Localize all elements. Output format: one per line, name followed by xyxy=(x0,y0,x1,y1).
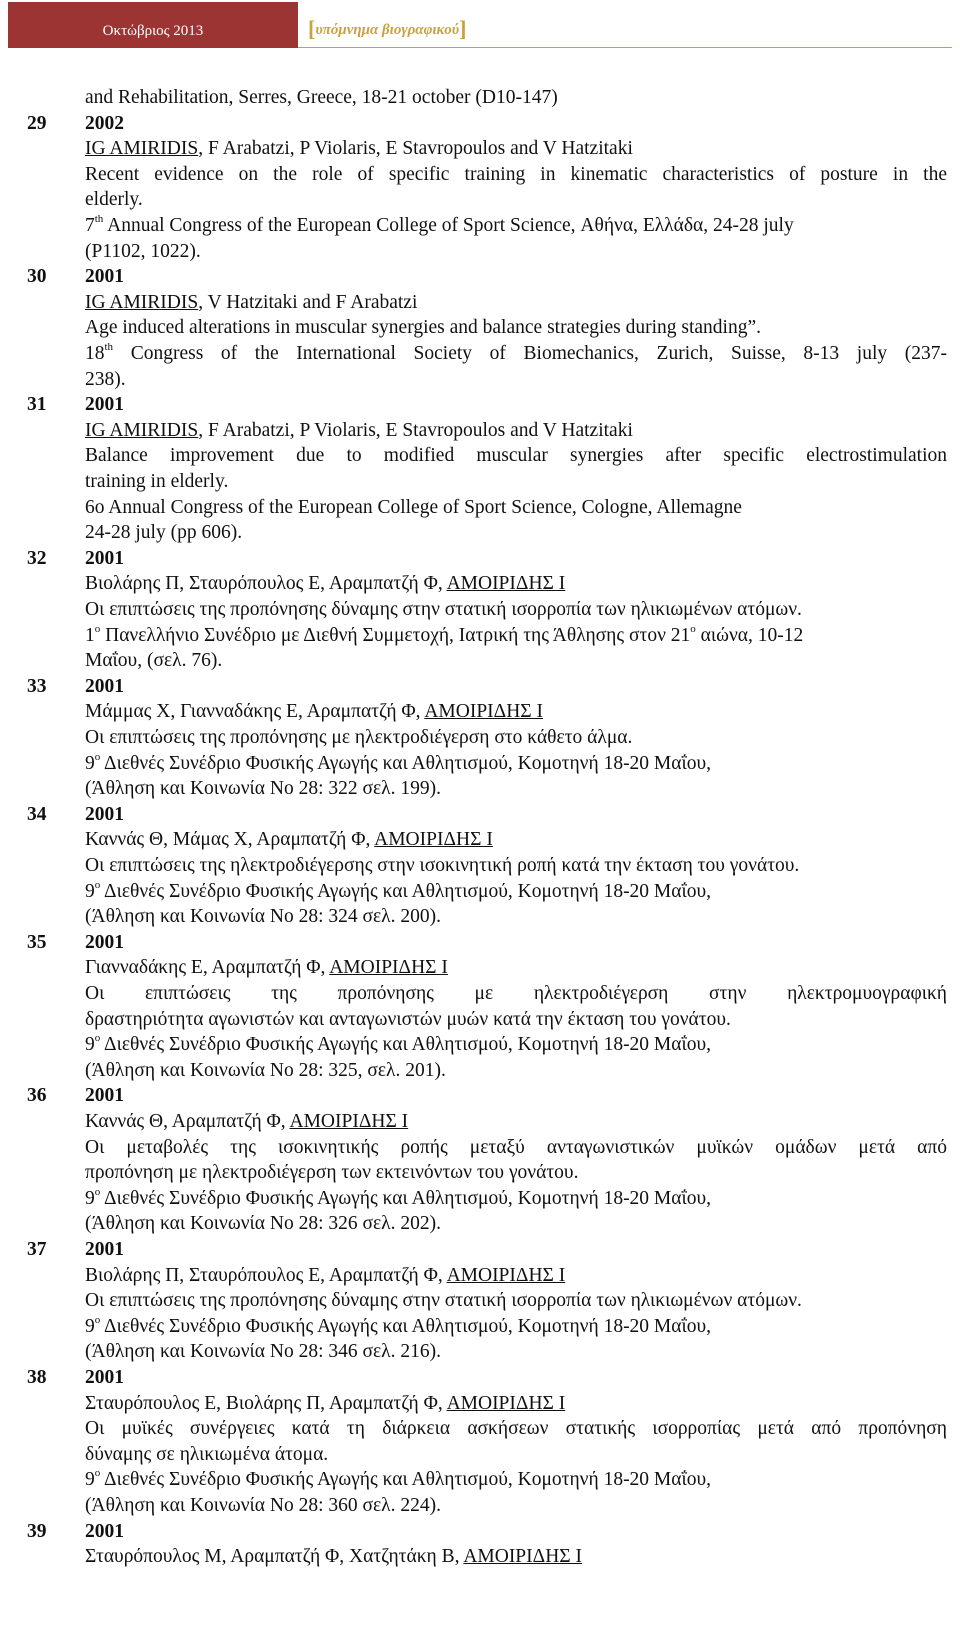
venue-text: αιώνα, 10-12 xyxy=(695,624,804,646)
authors-main: ΑΜΟΙΡΙΔΗΣ Ι xyxy=(446,1392,566,1414)
authors-main: ΑΜΟΙΡΙΔΗΣ Ι xyxy=(446,573,566,595)
entry-venue xyxy=(85,1314,711,1340)
entry-number: 32 xyxy=(27,547,47,569)
entry-year: 2001 xyxy=(85,547,124,569)
venue-superscript: ο xyxy=(94,1313,101,1326)
entry-venue-continued: (Άθληση και Κοινωνία Νο 28: 326 σελ. 202). xyxy=(85,1213,442,1235)
entry-venue xyxy=(85,1467,711,1493)
authors-coauthors: Καννάς Θ, Αραμπατζή Φ, xyxy=(85,1111,290,1132)
venue-superscript: ο xyxy=(94,1467,101,1480)
authors-main: IG AMIRIDIS xyxy=(85,138,199,160)
venue-superscript: th xyxy=(104,341,114,353)
venue-ordinal: 9 xyxy=(85,1315,95,1337)
venue-superscript: ο xyxy=(94,622,101,635)
venue-ordinal: 9 xyxy=(85,880,95,902)
authors-coauthors: Μάμμας Χ, Γιανναδάκης Ε, Αραμπατζή Φ, xyxy=(85,701,425,723)
entry-number: 38 xyxy=(27,1367,47,1388)
venue-superscript: ο xyxy=(94,750,101,763)
venue-ordinal: 7 xyxy=(85,215,95,236)
venue-text: Διεθνές Συνέδριο Φυσικής Αγωγής και Αθλητισμού, Κομοτηνή 18-20 Μαΐου, xyxy=(100,880,712,902)
header-bracket-close: ] xyxy=(459,16,467,41)
authors xyxy=(85,418,633,444)
header-bracket-open: [ xyxy=(308,16,316,41)
entry-venue xyxy=(85,1032,711,1058)
authors xyxy=(85,955,448,981)
entry-year: 2001 xyxy=(85,931,124,953)
entry-venue xyxy=(85,1186,711,1212)
entry-number: 39 xyxy=(27,1520,47,1542)
entry-number: 29 xyxy=(27,112,47,134)
authors-main: IG AMIRIDIS xyxy=(85,291,199,313)
venue-ordinal: 9 xyxy=(85,1034,95,1056)
venue-superscript: ο xyxy=(94,878,101,891)
authors xyxy=(85,136,633,162)
entry-title: Οι επιπτώσεις της προπόνησης δύναμης στην στατική ισορροπία των ηλικιωμένων ατόμων. xyxy=(85,599,802,620)
venue-ordinal: 9 xyxy=(85,1187,95,1209)
venue-text: Congress of the International Society of Biomechanics, Zurich, Suisse, 8-13 july (237- xyxy=(113,343,947,364)
entry-year: 2001 xyxy=(85,1367,124,1388)
entry-venue-continued: (P1102, 1022). xyxy=(85,240,201,262)
entry-venue-continued: (Άθληση και Κοινωνία Νο 28: 325, σελ. 201). xyxy=(85,1059,446,1081)
venue-ordinal: 9 xyxy=(85,1469,95,1491)
authors xyxy=(85,1109,408,1135)
entry-title: training in elderly. xyxy=(85,471,229,492)
venue-text: Διεθνές Συνέδριο Φυσικής Αγωγής και Αθλητισμού, Κομοτηνή 18-20 Μαΐου, xyxy=(100,1034,712,1056)
entry-year: 2001 xyxy=(85,394,124,416)
entry-title: elderly. xyxy=(85,189,143,211)
entry-year: 2001 xyxy=(85,803,124,825)
entry-year: 2002 xyxy=(85,112,124,134)
entry-number: 36 xyxy=(27,1085,47,1107)
entry-title: δύναμης σε ηλικιωμένα άτομα. xyxy=(85,1443,329,1465)
entry-title: δραστηριότητα αγωνιστών και ανταγωνιστών μυών κατά την έκταση του γονάτου. xyxy=(85,1008,731,1030)
header-date: Οκτώβριος 2013 xyxy=(102,23,204,39)
authors-main: ΑΜΟΙΡΙΔΗΣ Ι xyxy=(329,957,448,979)
authors xyxy=(85,1391,565,1417)
entry-title: Οι επιπτώσεις της προπόνησης με ηλεκτροδιέγερση στο κάθετο άλμα. xyxy=(85,727,633,748)
authors-coauthors: Καννάς Θ, Μάμας Χ, Αραμπατζή Φ, xyxy=(85,829,375,851)
header-subtitle-text: υπόμνημα βιογραφικού xyxy=(315,22,460,38)
venue-superscript: ο xyxy=(94,1185,101,1198)
entry-title: Οι επιπτώσεις της προπόνησης δύναμης στην στατική ισορροπία των ηλικιωμένων ατόμων. xyxy=(85,1290,802,1312)
entry-year: 2001 xyxy=(85,1239,124,1260)
entry-venue-continued: (Άθληση και Κοινωνία Νο 28: 322 σελ. 199). xyxy=(85,778,442,800)
authors-coauthors: Σταυρόπουλος Μ, Αραμπατζή Φ, Χατζητάκη Β, xyxy=(85,1546,464,1568)
venue-ordinal: 9 xyxy=(85,752,95,774)
venue-ordinal: 1 xyxy=(85,624,95,646)
venue-superscript: ο xyxy=(690,622,696,635)
continuation-line: and Rehabilitation, Serres, Greece, 18-21 october (D10-147) xyxy=(85,87,558,108)
entry-venue-continued: 238). xyxy=(85,368,126,390)
venue-text: Διεθνές Συνέδριο Φυσικής Αγωγής και Αθλητισμού, Κομοτηνή 18-20 Μαΐου, xyxy=(100,1469,712,1491)
entry-number: 34 xyxy=(27,803,47,825)
authors-main: ΑΜΟΙΡΙΔΗΣ Ι xyxy=(424,701,544,723)
venue-text: Διεθνές Συνέδριο Φυσικής Αγωγής και Αθλητισμού, Κομοτηνή 18-20 Μαΐου, xyxy=(100,1187,712,1209)
header-rule xyxy=(298,47,952,48)
entry-title: Οι επιπτώσεις της ηλεκτροδιέγερσης στην ισοκινητική ροπή κατά την έκταση του γονάτου. xyxy=(85,855,800,876)
authors-coauthors: , V Hatzitaki and F Arabatzi xyxy=(198,291,418,313)
authors xyxy=(85,290,417,316)
entry-title: Balance improvement due to modified muscular synergies after specific electrostimulation xyxy=(85,445,947,467)
entry-venue xyxy=(85,623,803,649)
entry-year: 2001 xyxy=(85,266,124,288)
entry-title: προπόνηση με ηλεκτροδιέγερση των εκτεινόντων του γονάτου. xyxy=(85,1162,579,1184)
venue-superscript: ο xyxy=(94,1032,101,1045)
authors-main: ΑΜΟΙΡΙΔΗΣ Ι xyxy=(446,1264,566,1286)
authors xyxy=(85,1263,565,1289)
authors xyxy=(85,699,543,725)
authors-coauthors: Βιολάρης Π, Σταυρόπουλος Ε, Αραμπατζή Φ, xyxy=(85,573,447,595)
entry-title: Οι επιπτώσεις της προπόνησης με ηλεκτροδιέγερση στην ηλεκτρομυογραφική xyxy=(85,983,947,1004)
entry-venue-continued: (Άθληση και Κοινωνία Νο 28: 324 σελ. 200). xyxy=(85,906,442,928)
venue-superscript: th xyxy=(94,213,104,225)
entry-venue xyxy=(85,213,794,239)
venue-text: 6o Annual Congress of the European College of Sport Science, Cologne, Allemagne xyxy=(85,496,742,518)
authors-coauthors: Γιανναδάκης Ε, Αραμπατζή Φ, xyxy=(85,957,330,979)
venue-ordinal: 18 xyxy=(85,343,105,364)
authors xyxy=(85,827,493,853)
entry-year: 2001 xyxy=(85,1520,124,1542)
entry-number: 33 xyxy=(27,675,47,697)
authors-coauthors: Σταυρόπουλος Ε, Βιολάρης Π, Αραμπατζή Φ, xyxy=(85,1392,447,1414)
venue-text: Annual Congress of the European College of Sport Science, Αθήνα, Ελλάδα, 24-28 july xyxy=(103,215,794,236)
entry-venue xyxy=(85,341,947,367)
entry-year: 2001 xyxy=(85,675,124,697)
venue-text: Πανελλήνιο Συνέδριο με Διεθνή Συμμετοχή, Ιατρική της Άθλησης στον 21 xyxy=(100,624,691,646)
entry-venue xyxy=(85,751,711,777)
authors-main: ΑΜΟΙΡΙΔΗΣ Ι xyxy=(463,1546,582,1568)
entry-number: 37 xyxy=(27,1239,47,1260)
entry-venue-continued: (Άθληση και Κοινωνία Νο 28: 346 σελ. 216). xyxy=(85,1341,442,1363)
entry-title: Οι μυϊκές συνέργειες κατά τη διάρκεια ασκήσεων στατικής ισορροπίας μετά από προπόνηση xyxy=(85,1418,947,1440)
authors xyxy=(85,571,565,597)
venue-text: Διεθνές Συνέδριο Φυσικής Αγωγής και Αθλητισμού, Κομοτηνή 18-20 Μαΐου, xyxy=(100,1315,712,1337)
authors-coauthors: Βιολάρης Π, Σταυρόπουλος Ε, Αραμπατζή Φ, xyxy=(85,1264,447,1286)
authors-main: ΑΜΟΙΡΙΔΗΣ Ι xyxy=(289,1111,409,1132)
entry-number: 35 xyxy=(27,931,47,953)
authors-coauthors: , F Arabatzi, P Violaris, E Stavropoulos and V Hatzitaki xyxy=(198,419,633,441)
entry-venue xyxy=(85,879,711,905)
page-header xyxy=(8,2,952,49)
header-subtitle xyxy=(308,16,466,42)
entry-venue-continued: 24-28 july (pp 606). xyxy=(85,522,243,544)
venue-text: Διεθνές Συνέδριο Φυσικής Αγωγής και Αθλητισμού, Κομοτηνή 18-20 Μαΐου, xyxy=(100,752,712,774)
entry-venue-continued: (Άθληση και Κοινωνία Νο 28: 360 σελ. 224). xyxy=(85,1495,442,1516)
entry-venue-continued: Μαΐου, (σελ. 76). xyxy=(85,650,223,672)
entry-title: Οι μεταβολές της ισοκινητικής ροπής μεταξύ ανταγωνιστικών μυϊκών ομάδων μετά από xyxy=(85,1136,947,1158)
entry-title: Age induced alterations in muscular synergies and balance strategies during standing”. xyxy=(85,317,761,339)
authors-coauthors: , F Arabatzi, P Violaris, E Stavropoulos and V Hatzitaki xyxy=(198,138,633,160)
entry-number: 31 xyxy=(27,394,47,416)
authors xyxy=(85,1544,582,1570)
entry-year: 2001 xyxy=(85,1085,124,1107)
entry-number: 30 xyxy=(27,266,47,288)
entry-title: Recent evidence on the role of specific training in kinematic characteristics of posture in the xyxy=(85,163,947,185)
header-date-box xyxy=(8,2,298,48)
authors-main: ΑΜΟΙΡΙΔΗΣ Ι xyxy=(374,829,493,851)
authors-main: IG AMIRIDIS xyxy=(85,419,199,441)
entry-venue xyxy=(85,495,742,521)
